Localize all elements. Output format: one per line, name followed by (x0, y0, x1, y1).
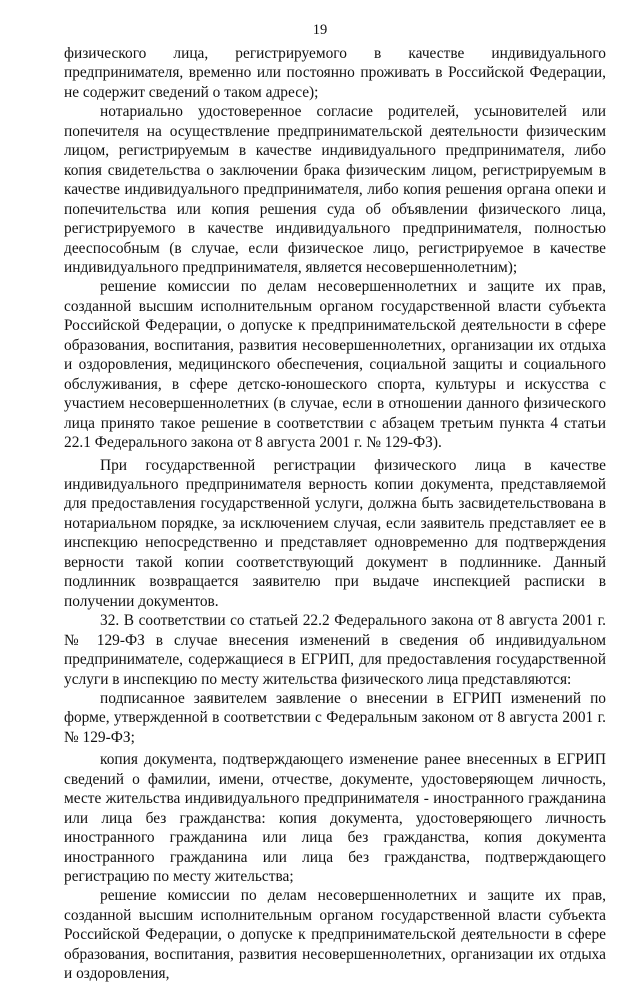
document-body (64, 44, 606, 984)
paragraph-commission-decision: решение комиссии по делам несовершеннолетних и защите их прав, созданной высшим исполнительным органом государственной власти субъекта Российской Федерации, о допуске к предпринимательской деятельности в сфере образования, воспитания, развития несовершеннолетних, организации их отдыха и оздоровления, медицинского обеспечения, социальной защиты и социального обслуживания, в сфере детско-юношеского спорта, культуры и искусства с участием несовершеннолетних (в случае, если в отношении данного физического лица принято такое решение в соответствии с абзацем третьим пункта 4 статьи 22.1 Федерального закона от 8 августа 2001 г. № 129-ФЗ). (64, 278, 606, 452)
paragraph-notarial-consent: нотариально удостоверенное согласие родителей, усыновителей или попечителя на осуществление предпринимательской деятельности физическим лицом, регистрируемым в качестве индивидуального предпринимателя, либо копия свидетельства о заключении брака физическим лицом, регистрируемым в качестве индивидуального предпринимателя, либо копия решения органа опеки и попечительства или копия решения суда об объявлении физического лица, регистрируемого в качестве индивидуального предпринимателя, полностью дееспособным (в случае, если физическое лицо, регистрируемое в качестве индивидуального предпринимателя, является несовершеннолетним); (64, 103, 606, 276)
paragraph-copy-verification: При государственной регистрации физического лица в качестве индивидуального предпринимателя верность копии документа, представляемой для предоставления государственной услуги, должна быть засвидетельствована в нотариальном порядке, за исключением случая, если заявитель представляет ее в инспекцию непосредственно и представляет одновременно для подтверждения верности такой копии соответствующий документ в подлиннике. Данный подлинник возвращается заявителю при выдаче инспекцией расписки в получении документов. (64, 456, 606, 610)
paragraph-document-copy: копия документа, подтверждающего изменение ранее внесенных в ЕГРИП сведений о фамилии, имени, отчестве, документе, удостоверяющем личность, месте жительства индивидуального предпринимателя - иностранного гражданина или лица без гражданства: копия документа, удостоверяющего личность иностранного гражданина или лица без гражданства, копия документа иностранного гражданина или лица без гражданства, подтверждающего регистрацию по месту жительства; (64, 751, 606, 886)
page-number: 19 (312, 22, 328, 38)
paragraph-continuation: физического лица, регистрируемого в качестве индивидуального предпринимателя, временно или постоянно проживать в Российской Федерации, не содержит сведений о таком адресе); (64, 45, 606, 101)
paragraph-commission-decision-2: решение комиссии по делам несовершеннолетних и защите их прав, созданной высшим исполнительным органом государственной власти субъекта Российской Федерации, о допуске к предпринимательской деятельности в сфере образования, воспитания, развития несовершеннолетних, организации их отдыха и оздоровления, (64, 887, 606, 983)
paragraph-item-32: 32. В соответствии со статьей 22.2 Федерального закона от 8 августа 2001 г. № 129-ФЗ в случае внесения изменений в сведения об индивидуальном предпринимателе, содержащиеся в ЕГРИП, для предоставления государственной услуги в инспекцию по месту жительства физического лица представляются: (64, 612, 606, 688)
paragraph-signed-application: подписанное заявителем заявление о внесении в ЕГРИП изменений по форме, утвержденной в соответствии с Федеральным законом от 8 августа 2001 г. № 129-ФЗ; (64, 689, 606, 746)
